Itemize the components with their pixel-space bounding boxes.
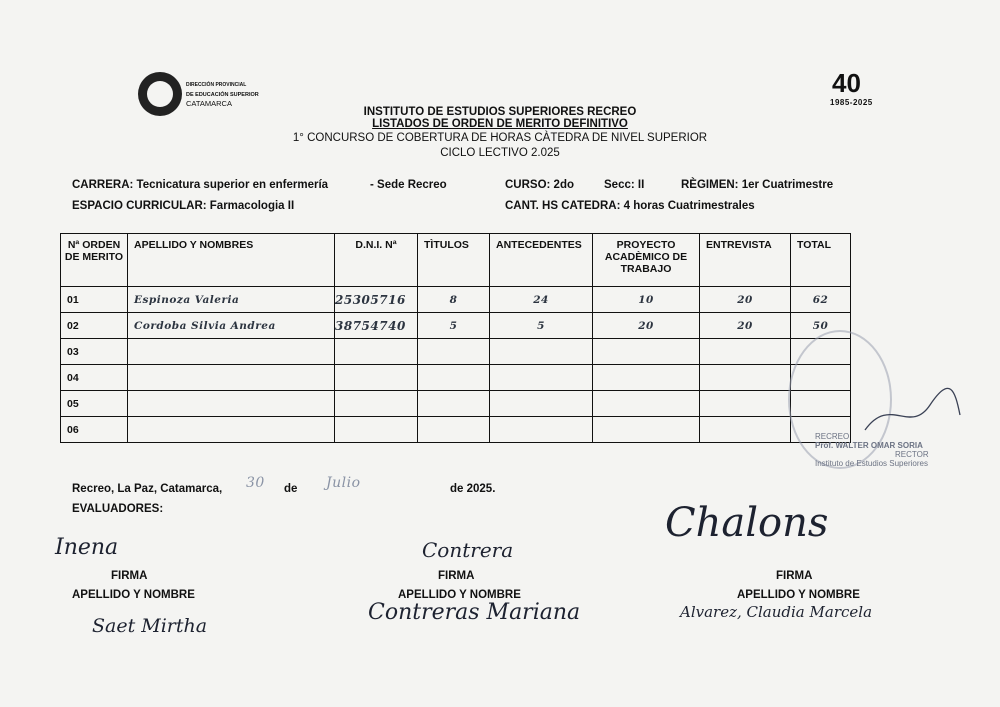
table-row <box>61 339 851 365</box>
cell-entrevista: 20 <box>700 287 791 313</box>
col-header-proyecto: PROYECTO ACADÈMICO DE TRABAJO <box>593 234 700 287</box>
cell-titulos <box>418 339 490 365</box>
logo-anniversary-number: 40 <box>832 68 861 98</box>
cell-dni <box>335 339 418 365</box>
stamp-line2: Prof. WALTER OMAR SORIA <box>815 441 923 450</box>
cell-antecedentes <box>490 365 593 391</box>
cell-entrevista <box>700 339 791 365</box>
cell-titulos: 8 <box>418 287 490 313</box>
eval3-firma-label: FIRMA <box>776 570 813 582</box>
col-header-dni: D.N.I. Nª <box>335 234 418 287</box>
cell-dni <box>335 365 418 391</box>
cell-antecedentes <box>490 339 593 365</box>
cell-proyecto <box>593 417 700 443</box>
info-carrera: CARRERA: Tecnicatura superior en enfermería <box>72 179 329 191</box>
cell-titulos: 5 <box>418 313 490 339</box>
cell-entrevista <box>700 391 791 417</box>
logo-line1: DIRECCIÓN PROVINCIAL <box>186 82 247 88</box>
info-regimen: RÈGIMEN: 1er Cuatrimestre <box>681 179 834 191</box>
cell-orden: 04 <box>61 365 128 391</box>
header-ciclo: CICLO LECTIVO 2.025 <box>440 147 560 159</box>
cell-proyecto: 10 <box>593 287 700 313</box>
date-day: 30 <box>246 475 265 491</box>
table-header-row <box>61 234 851 287</box>
cell-entrevista: 20 <box>700 313 791 339</box>
cell-orden: 06 <box>61 417 128 443</box>
logo-40-anniversary <box>828 68 888 108</box>
col-header-titulos: TÌTULOS <box>418 234 490 287</box>
rector-signature-icon <box>860 385 970 445</box>
info-cant-hs: CANT. HS CATEDRA: 4 horas Cuatrimestrales <box>505 200 755 212</box>
cell-dni: 38754740 <box>335 313 418 339</box>
table-row <box>61 417 851 443</box>
cell-entrevista <box>700 365 791 391</box>
info-curso: CURSO: 2do <box>505 179 574 191</box>
cell-dni <box>335 391 418 417</box>
cell-total: 50 <box>791 313 851 339</box>
cell-orden: 05 <box>61 391 128 417</box>
eval1-name: Saet Mirtha <box>92 615 208 637</box>
cell-nombre: Cordoba Silvia Andrea <box>128 313 335 339</box>
eval3-signature: Chalons <box>665 500 829 546</box>
eval1-firma-label: FIRMA <box>111 570 148 582</box>
table-row <box>61 313 851 339</box>
cell-titulos <box>418 417 490 443</box>
header-concurso: 1° CONCURSO DE COBERTURA DE HORAS CÀTEDRA DE NIVEL SUPERIOR <box>292 132 708 144</box>
col-header-nombres: APELLIDO Y NOMBRES <box>128 234 335 287</box>
cell-antecedentes <box>490 417 593 443</box>
header-title: LISTADOS DE ORDEN DE MERITO DEFINITIVO <box>372 118 628 130</box>
cell-dni <box>335 417 418 443</box>
eval2-signature: Contrera <box>422 538 514 562</box>
col-header-antecedentes: ANTECEDENTES <box>490 234 593 287</box>
merit-table <box>60 233 851 443</box>
date-year: de 2025. <box>450 483 496 495</box>
eval3-name: Alvarez, Claudia Marcela <box>680 603 873 621</box>
logo-line2: DE EDUCACIÓN SUPERIOR <box>186 92 259 98</box>
stamp-line4: Instituto de Estudios Superiores <box>815 459 928 468</box>
cell-total: 62 <box>791 287 851 313</box>
table-row <box>61 365 851 391</box>
cell-proyecto <box>593 339 700 365</box>
col-header-total: TOTAL <box>791 234 851 287</box>
cell-antecedentes: 5 <box>490 313 593 339</box>
cell-titulos <box>418 365 490 391</box>
eval2-firma-label: FIRMA <box>438 570 475 582</box>
cell-orden: 02 <box>61 313 128 339</box>
col-header-entrevista: ENTREVISTA <box>700 234 791 287</box>
cell-entrevista <box>700 417 791 443</box>
cell-proyecto <box>593 391 700 417</box>
date-de: de <box>284 483 298 495</box>
cell-antecedentes: 24 <box>490 287 593 313</box>
logo-anniversary-years: 1985-2025 <box>830 98 873 107</box>
table-row <box>61 391 851 417</box>
cell-orden: 01 <box>61 287 128 313</box>
cell-titulos <box>418 391 490 417</box>
eval2-name: Contreras Mariana <box>368 600 581 625</box>
info-sede: - Sede Recreo <box>370 179 447 191</box>
header-institute: INSTITUTO DE ESTUDIOS SUPERIORES RECREO <box>363 106 637 118</box>
cell-orden: 03 <box>61 339 128 365</box>
table-row <box>61 287 851 313</box>
cell-dni: 25305716 <box>335 287 418 313</box>
cell-nombre <box>128 339 335 365</box>
cell-nombre <box>128 365 335 391</box>
cell-nombre <box>128 391 335 417</box>
stamp-line1: RECREO <box>815 432 850 441</box>
info-secc: Secc: II <box>604 179 645 191</box>
cell-nombre: Espinoza Valeria <box>128 287 335 313</box>
stamp-line3: RECTOR <box>895 450 929 459</box>
evaluadores-label: EVALUADORES: <box>72 503 164 515</box>
eval2-nombre-label: APELLIDO Y NOMBRE <box>398 589 521 601</box>
info-espacio: ESPACIO CURRICULAR: Farmacologia II <box>72 200 295 212</box>
logo-line3: CATAMARCA <box>186 99 232 108</box>
cell-antecedentes <box>490 391 593 417</box>
date-month: Julio <box>326 475 361 491</box>
eval3-nombre-label: APELLIDO Y NOMBRE <box>737 589 860 601</box>
cell-proyecto <box>593 365 700 391</box>
col-header-orden: Nª ORDEN DE MERITO <box>61 234 128 287</box>
eval1-nombre-label: APELLIDO Y NOMBRE <box>72 589 195 601</box>
date-prefix: Recreo, La Paz, Catamarca, <box>72 483 223 495</box>
eval1-signature: Inena <box>55 535 119 560</box>
cell-proyecto: 20 <box>593 313 700 339</box>
cell-nombre <box>128 417 335 443</box>
